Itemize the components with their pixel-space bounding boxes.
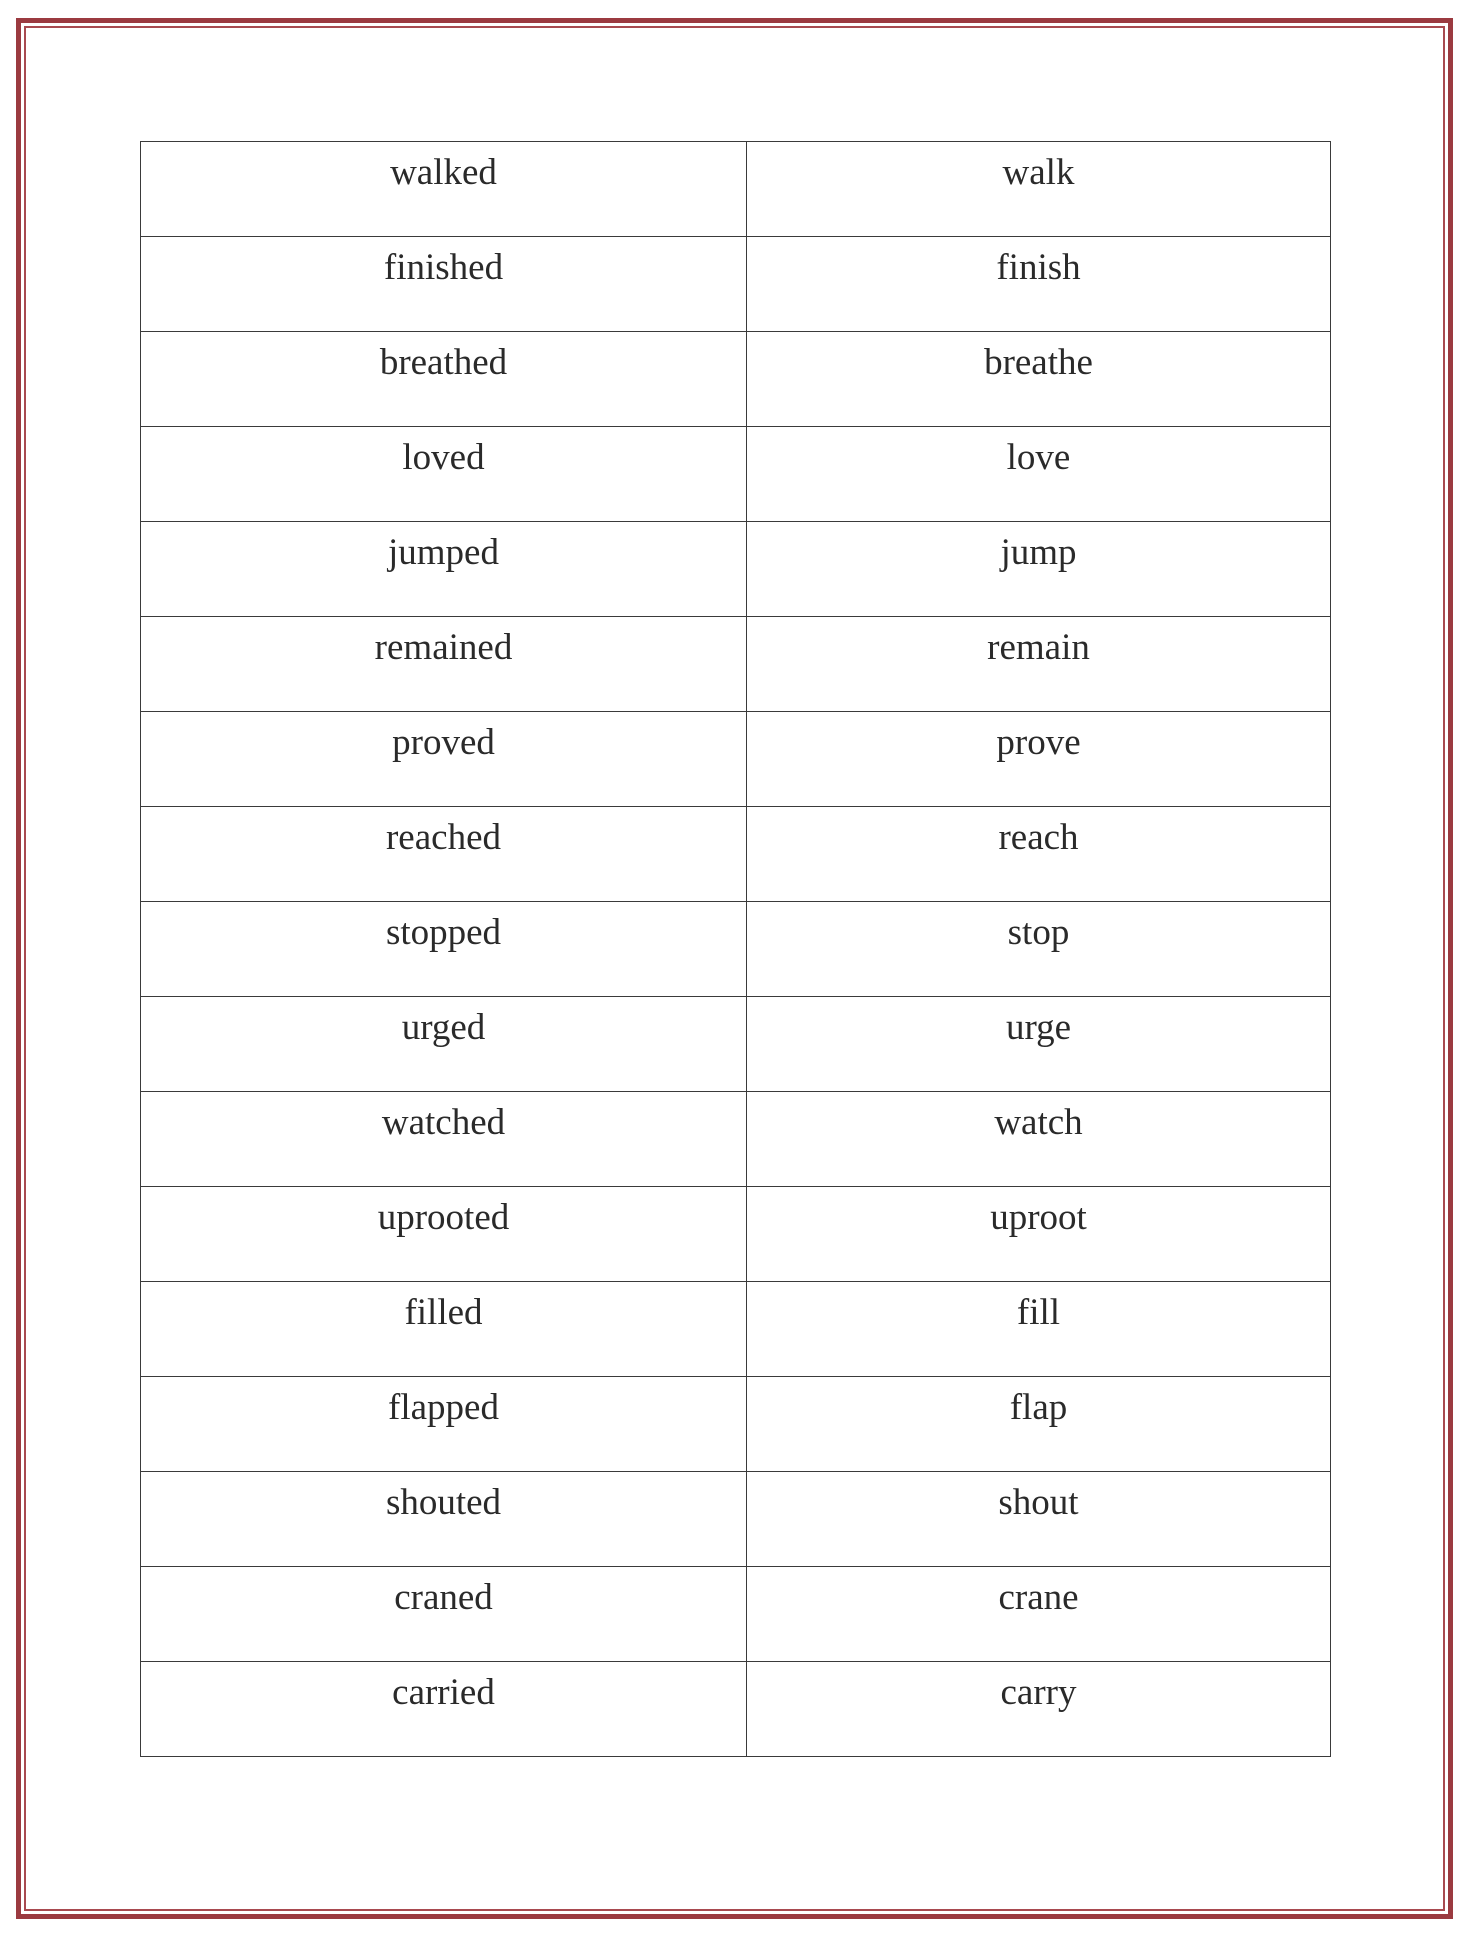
past-tense-word: breathed bbox=[379, 342, 508, 383]
table-row bbox=[141, 1472, 1331, 1567]
table-row bbox=[141, 1282, 1331, 1377]
past-tense-cell bbox=[141, 807, 747, 902]
table-row bbox=[141, 997, 1331, 1092]
past-tense-word: reached bbox=[385, 817, 501, 858]
table-row bbox=[141, 427, 1331, 522]
past-tense-word: remained bbox=[374, 627, 513, 668]
past-tense-cell bbox=[141, 142, 747, 237]
base-form-word: walk bbox=[1002, 152, 1075, 193]
past-tense-cell bbox=[141, 1282, 747, 1377]
past-tense-cell bbox=[141, 427, 747, 522]
base-form-word: breathe bbox=[984, 342, 1093, 383]
base-form-word: finish bbox=[996, 247, 1081, 288]
past-tense-word: jumped bbox=[388, 532, 499, 573]
past-tense-cell bbox=[141, 237, 747, 332]
past-tense-word: craned bbox=[394, 1577, 493, 1618]
past-tense-word: shouted bbox=[385, 1482, 502, 1523]
base-form-cell bbox=[747, 522, 1331, 617]
past-tense-cell bbox=[141, 1187, 747, 1282]
past-tense-cell bbox=[141, 1662, 747, 1757]
past-tense-cell bbox=[141, 712, 747, 807]
table-row bbox=[141, 617, 1331, 712]
base-form-cell bbox=[747, 332, 1331, 427]
base-form-word: remain bbox=[987, 627, 1090, 668]
base-form-word: jump bbox=[1000, 532, 1077, 573]
past-tense-cell bbox=[141, 617, 747, 712]
past-tense-word: finished bbox=[383, 247, 504, 288]
word-table bbox=[140, 141, 1331, 1757]
base-form-word: watch bbox=[994, 1102, 1083, 1143]
base-form-cell bbox=[747, 142, 1331, 237]
base-form-cell bbox=[747, 712, 1331, 807]
past-tense-word: uprooted bbox=[377, 1197, 510, 1238]
past-tense-cell bbox=[141, 522, 747, 617]
base-form-word: reach bbox=[998, 817, 1079, 858]
base-form-cell bbox=[747, 1472, 1331, 1567]
past-tense-word: stopped bbox=[385, 912, 502, 953]
base-form-word: love bbox=[1006, 437, 1071, 478]
table-row bbox=[141, 1092, 1331, 1187]
base-form-cell bbox=[747, 1282, 1331, 1377]
base-form-cell bbox=[747, 427, 1331, 522]
past-tense-cell bbox=[141, 1567, 747, 1662]
past-tense-cell bbox=[141, 902, 747, 997]
table-row bbox=[141, 902, 1331, 997]
base-form-cell bbox=[747, 1567, 1331, 1662]
base-form-word: shout bbox=[998, 1482, 1079, 1523]
base-form-word: urge bbox=[1005, 1007, 1072, 1048]
table-row bbox=[141, 807, 1331, 902]
base-form-cell bbox=[747, 997, 1331, 1092]
table-row bbox=[141, 237, 1331, 332]
base-form-cell bbox=[747, 1092, 1331, 1187]
base-form-cell bbox=[747, 1187, 1331, 1282]
past-tense-word: walked bbox=[390, 152, 497, 193]
base-form-cell bbox=[747, 1662, 1331, 1757]
base-form-cell bbox=[747, 237, 1331, 332]
past-tense-word: carried bbox=[392, 1672, 495, 1713]
base-form-cell bbox=[747, 1377, 1331, 1472]
table-row bbox=[141, 1187, 1331, 1282]
past-tense-word: filled bbox=[404, 1292, 483, 1333]
base-form-cell bbox=[747, 902, 1331, 997]
base-form-word: uproot bbox=[990, 1197, 1087, 1238]
table-row bbox=[141, 332, 1331, 427]
base-form-word: carry bbox=[1000, 1672, 1077, 1713]
base-form-word: stop bbox=[1007, 912, 1070, 953]
table-row bbox=[141, 1377, 1331, 1472]
past-tense-cell bbox=[141, 997, 747, 1092]
past-tense-word: proved bbox=[392, 722, 495, 763]
base-form-word: crane bbox=[998, 1577, 1079, 1618]
table-row bbox=[141, 1567, 1331, 1662]
table-row bbox=[141, 1662, 1331, 1757]
past-tense-word: loved bbox=[402, 437, 485, 478]
base-form-cell bbox=[747, 617, 1331, 712]
past-tense-word: urged bbox=[401, 1007, 486, 1048]
past-tense-cell bbox=[141, 1377, 747, 1472]
table-row bbox=[141, 522, 1331, 617]
table-row bbox=[141, 712, 1331, 807]
table-row bbox=[141, 142, 1331, 237]
base-form-cell bbox=[747, 807, 1331, 902]
base-form-word: prove bbox=[996, 722, 1081, 763]
past-tense-word: flapped bbox=[388, 1387, 499, 1428]
past-tense-cell bbox=[141, 1092, 747, 1187]
past-tense-cell bbox=[141, 332, 747, 427]
past-tense-cell bbox=[141, 1472, 747, 1567]
past-tense-word: watched bbox=[381, 1102, 506, 1143]
base-form-word: fill bbox=[1016, 1292, 1061, 1333]
base-form-word: flap bbox=[1009, 1387, 1068, 1428]
